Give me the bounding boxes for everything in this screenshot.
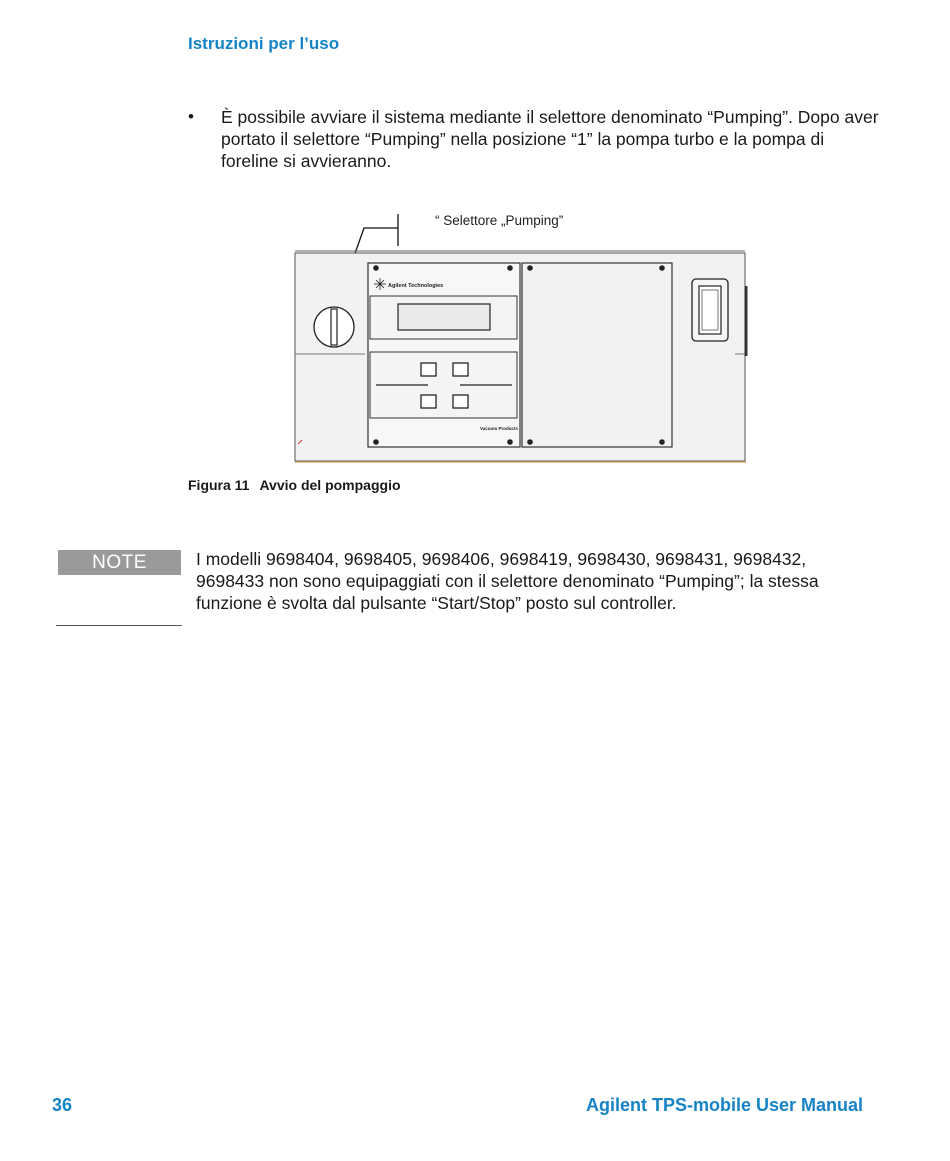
controller-panel <box>368 263 520 447</box>
controller-button <box>421 363 436 376</box>
manual-title: Agilent TPS-mobile User Manual <box>585 1095 863 1115</box>
controller-button <box>421 395 436 408</box>
pumping-selector-figure <box>290 206 760 470</box>
brand-label: Agilent Technologies <box>388 283 444 289</box>
figure-caption <box>188 477 401 493</box>
bullet-text: È possibile avviare il sistema mediante il selettore denominato “Pumping”. Dopo aver portato il selettore “Pumping” nella posizione “1” la pompa turbo e la pompa di foreline si avvieranno. <box>221 107 879 171</box>
note-text: I modelli 9698404, 9698405, 9698406, 9698419, 9698430, 9698431, 9698432, 9698433 non sono equipaggiati con il selettore denominato “Pumping”; la stessa funzione è svolta dal pulsante “Start/Stop” posto sul controller. <box>196 549 819 613</box>
controller-button <box>453 363 468 376</box>
cover-panel <box>522 263 672 447</box>
figure-title: Avvio del pompaggio <box>259 477 401 493</box>
power-switch <box>692 279 728 341</box>
footer-brand-label: Vacuum Products <box>480 426 519 431</box>
bullet-symbol: • <box>188 107 194 126</box>
figure-callout-label: “ Selettore „Pumping” <box>435 213 564 228</box>
controller-display <box>398 304 490 330</box>
page-number: 36 <box>52 1095 73 1115</box>
controller-button <box>453 395 468 408</box>
running-header: Istruzioni per l’uso <box>188 34 340 53</box>
pumping-selector-knob <box>314 307 354 347</box>
note-badge: NOTE <box>58 550 181 575</box>
note-divider <box>56 625 182 626</box>
figure-number: Figura 11 <box>188 477 250 493</box>
